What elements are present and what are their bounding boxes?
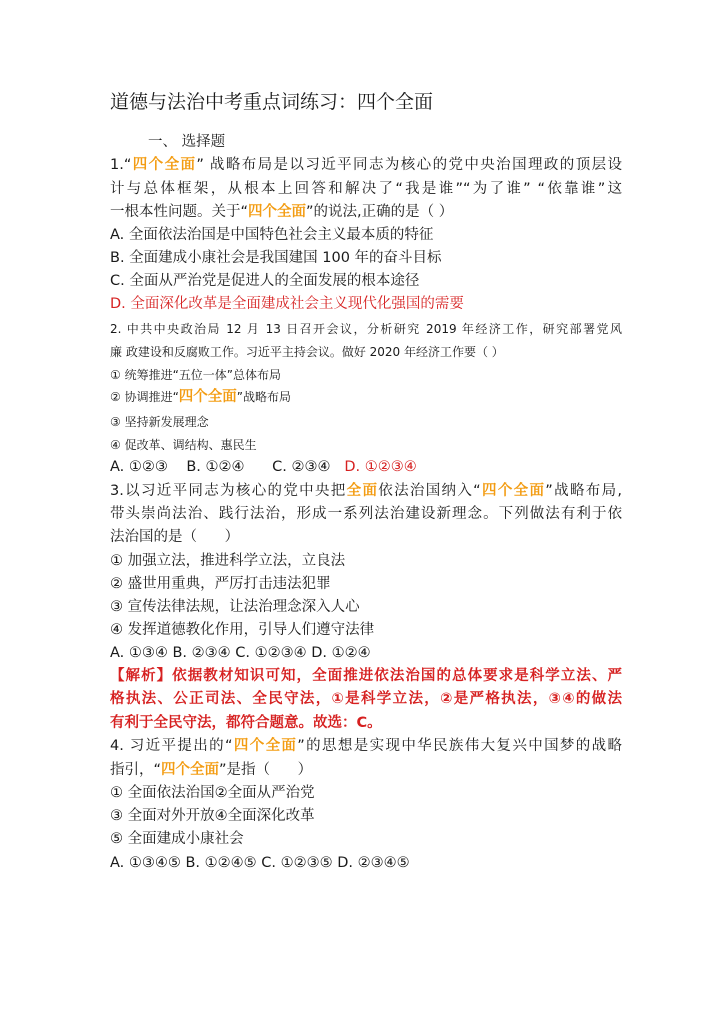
q4-line1: 4. 习近平提出的“四个全面”的思想是实现中华民族伟大复兴中国梦的战略 (110, 738, 623, 754)
q3-item-1: ① 加强立法，推进科学立法，立良法 (110, 553, 346, 569)
q4-line2: 指引，“四个全面”是指（ ） (110, 762, 313, 778)
q4-item-1: ① 全面依法治国②全面从严治党 (110, 785, 315, 801)
q1-option-b: B. 全面建成小康社会是我国建国 100 年的奋斗目标 (110, 250, 442, 266)
q1-option-c: C. 全面从严治党是促进人的全面发展的根本途径 (110, 273, 420, 289)
q4-options: A. ①③④⑤ B. ①②④⑤ C. ①②③⑤ D. ②③④⑤ (110, 855, 410, 871)
section-heading: 一、 选择题 (148, 134, 226, 150)
q2-item-4: ④ 促改革、调结构、惠民生 (110, 438, 257, 452)
q3-explanation-line3: 有利于全民守法，都符合题意。故选：C。 (110, 715, 382, 731)
q1-line2: 计与总体框架，从根本上回答和解决了“我是谁”“为了谁” “依靠谁”这 (110, 181, 622, 197)
q4-item-2: ③ 全面对外开放④全面深化改革 (110, 808, 315, 824)
q3-explanation-line2: 格执法、公正司法、全民守法，①是科学立法，②是严格执法，③④的做法 (110, 691, 622, 707)
q1-line1: 1.“四个全面” 战略布局是以习近平同志为核心的党中央治国理政的顶层设 (110, 157, 623, 173)
q3-line1: 3.以习近平同志为核心的党中央把全面依法治国纳入“四个全面”战略布局, (110, 483, 623, 499)
q1-line3: 一根本性问题。关于“四个全面”的说法,正确的是（ ） (110, 204, 454, 220)
q4-item-3: ⑤ 全面建成小康社会 (110, 831, 244, 847)
page-title: 道德与法治中考重点词练习：四个全面 (110, 91, 434, 113)
q3-options: A. ①③④ B. ②③④ C. ①②③④ D. ①②④ (110, 645, 371, 661)
q2-options: A. ①②③ B. ①②④ C. ②③④ D. ①②③④ (110, 459, 417, 475)
q3-item-2: ② 盛世用重典，严厉打击违法犯罪 (110, 576, 331, 592)
q1-option-a: A. 全面依法治国是中国特色社会主义最本质的特征 (110, 227, 434, 243)
q3-item-3: ③ 宣传法律法规，让法治理念深入人心 (110, 599, 360, 615)
q2-item-1: ① 统筹推进“五位一体”总体布局 (110, 368, 282, 382)
q3-line3: 法治国的是（ ） (110, 529, 240, 545)
q3-explanation-line1: 【解析】依据教材知识可知，全面推进依法治国的总体要求是科学立法、严 (110, 668, 622, 684)
q3-line2: 带头崇尚法治、践行法治，形成一系列法治建设新理念。下列做法有利于依 (110, 506, 622, 522)
q3-item-4: ④ 发挥道德教化作用，引导人们遵守法律 (110, 622, 375, 638)
q2-item-2: ② 协调推进“四个全面”战略布局 (110, 389, 292, 405)
q2-item-3: ③ 坚持新发展理念 (110, 415, 209, 429)
q1-option-d-answer: D. 全面深化改革是全面建成社会主义现代化强国的需要 (110, 296, 464, 312)
q2-line1: 2. 中共中央政治局 12 月 13 日召开会议，分析研究 2019 年经济工作，研究部署党风 (110, 322, 622, 336)
q2-line2: 廉 政建设和反腐败工作。习近平主持会议。做好 2020 年经济工作要（ ） (110, 345, 504, 359)
